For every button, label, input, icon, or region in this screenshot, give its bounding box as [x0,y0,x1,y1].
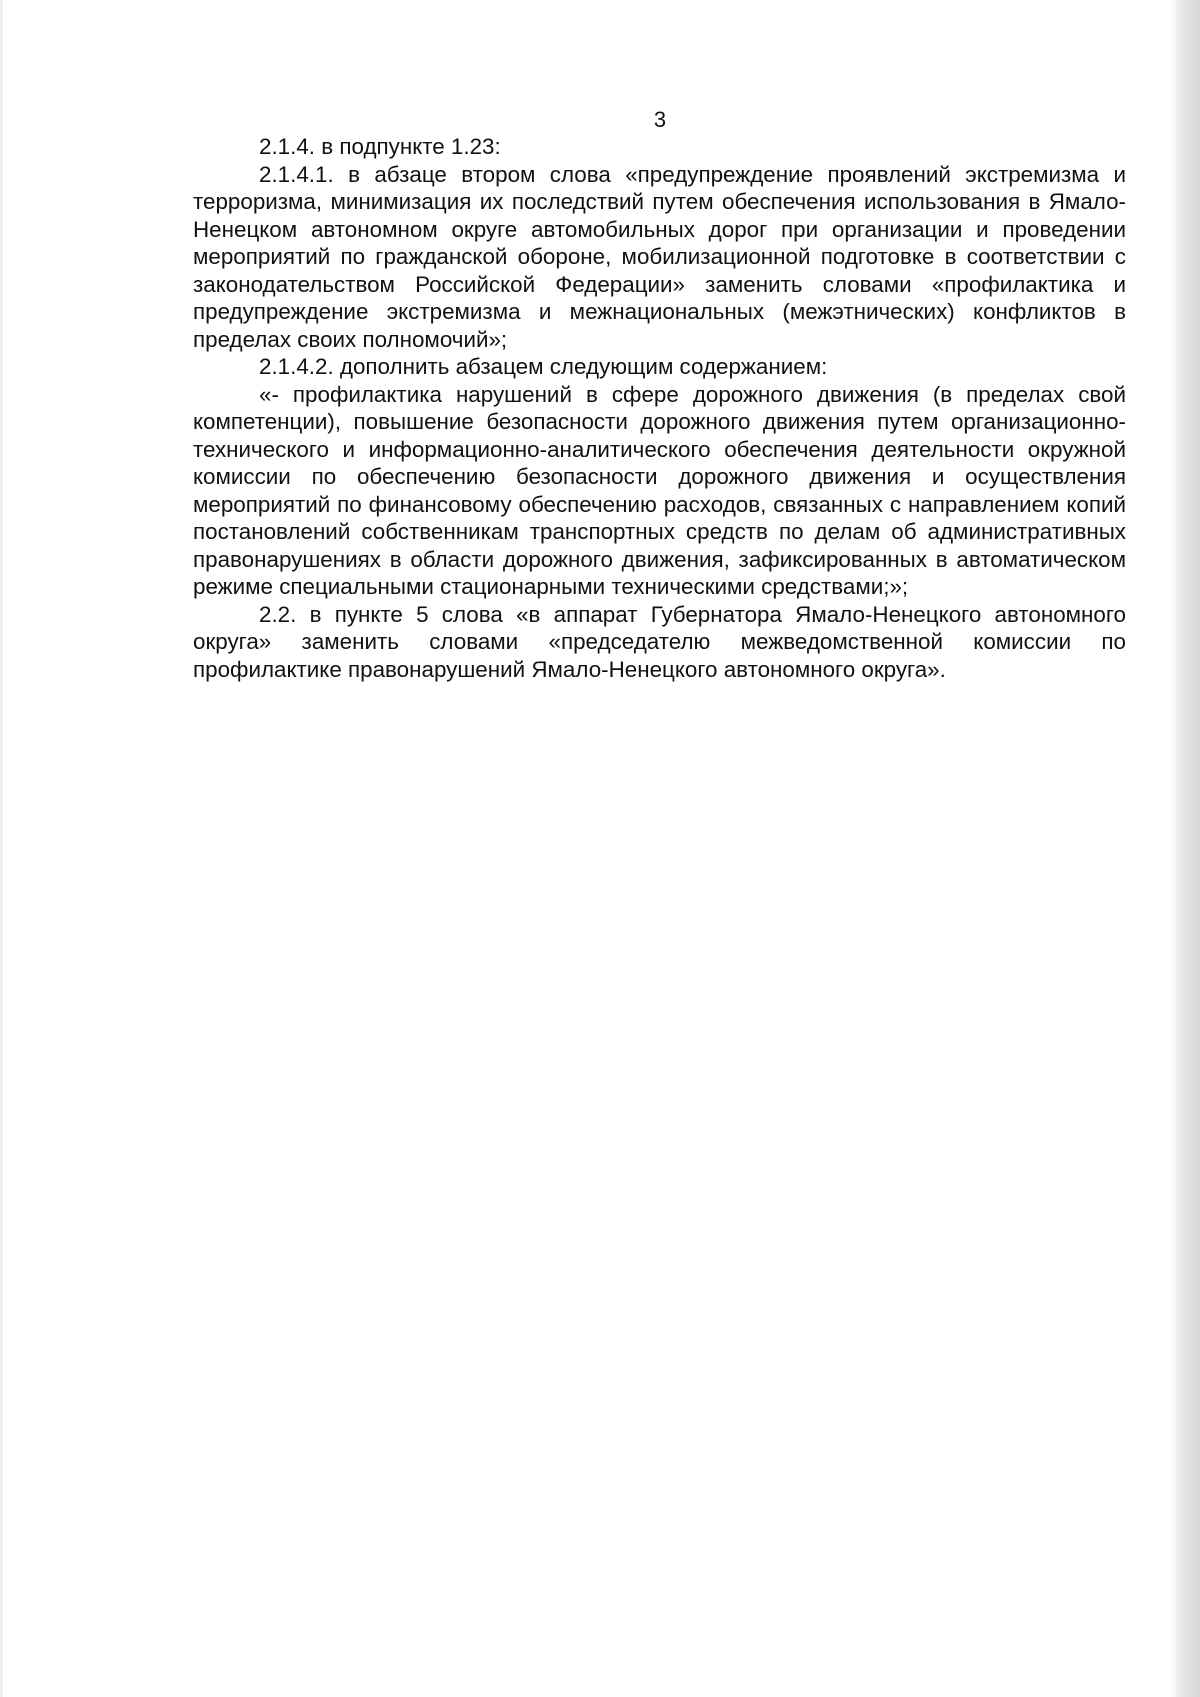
page-number: 3 [653,107,667,132]
document-body [193,133,1126,683]
paragraph-2-1-4: 2.1.4. в подпункте 1.23: [259,134,501,159]
paragraph-2-1-4-2: 2.1.4.2. дополнить абзацем следующим содержанием: [259,354,828,379]
paragraph-quote-traffic: «- профилактика нарушений в сфере дорожного движения (в пределах свой компетенции), повышение безопасности дорожного движения путем организационно-технического и информационно-аналитического обеспечения деятельности окружной комиссии по обеспечению безопасности дорожного движения и осуществления мероприятий по финансовому обеспечению расходов, связанных с направлением копий постановлений собственникам транспортных средств по делам об административных правонарушениях в области дорожного движения, зафиксированных в автоматическом режиме специальными стационарными техническими средствами;»; [193,381,1126,599]
scan-right-edge [1170,0,1200,1697]
paragraph-2-2: 2.2. в пункте 5 слова «в аппарат Губернатора Ямало-Ненецкого автономного округа» заменить словами «председателю межведомственной комиссии по профилактике правонарушений Ямало-Ненецкого автономного округа». [193,601,1126,682]
scan-left-edge [0,0,3,1697]
paragraph-2-1-4-1: 2.1.4.1. в абзаце втором слова «предупреждение проявлений экстремизма и терроризма, минимизация их последствий путем обеспечения использования в Ямало-Ненецком автономном округе автомобильных дорог при организации и проведении мероприятий по гражданской обороне, мобилизационной подготовке в соответствии с законодательством Российской Федерации» заменить словами «профилактика и предупреждение экстремизма и межнациональных (межэтнических) конфликтов в пределах своих полномочий»; [193,161,1126,352]
